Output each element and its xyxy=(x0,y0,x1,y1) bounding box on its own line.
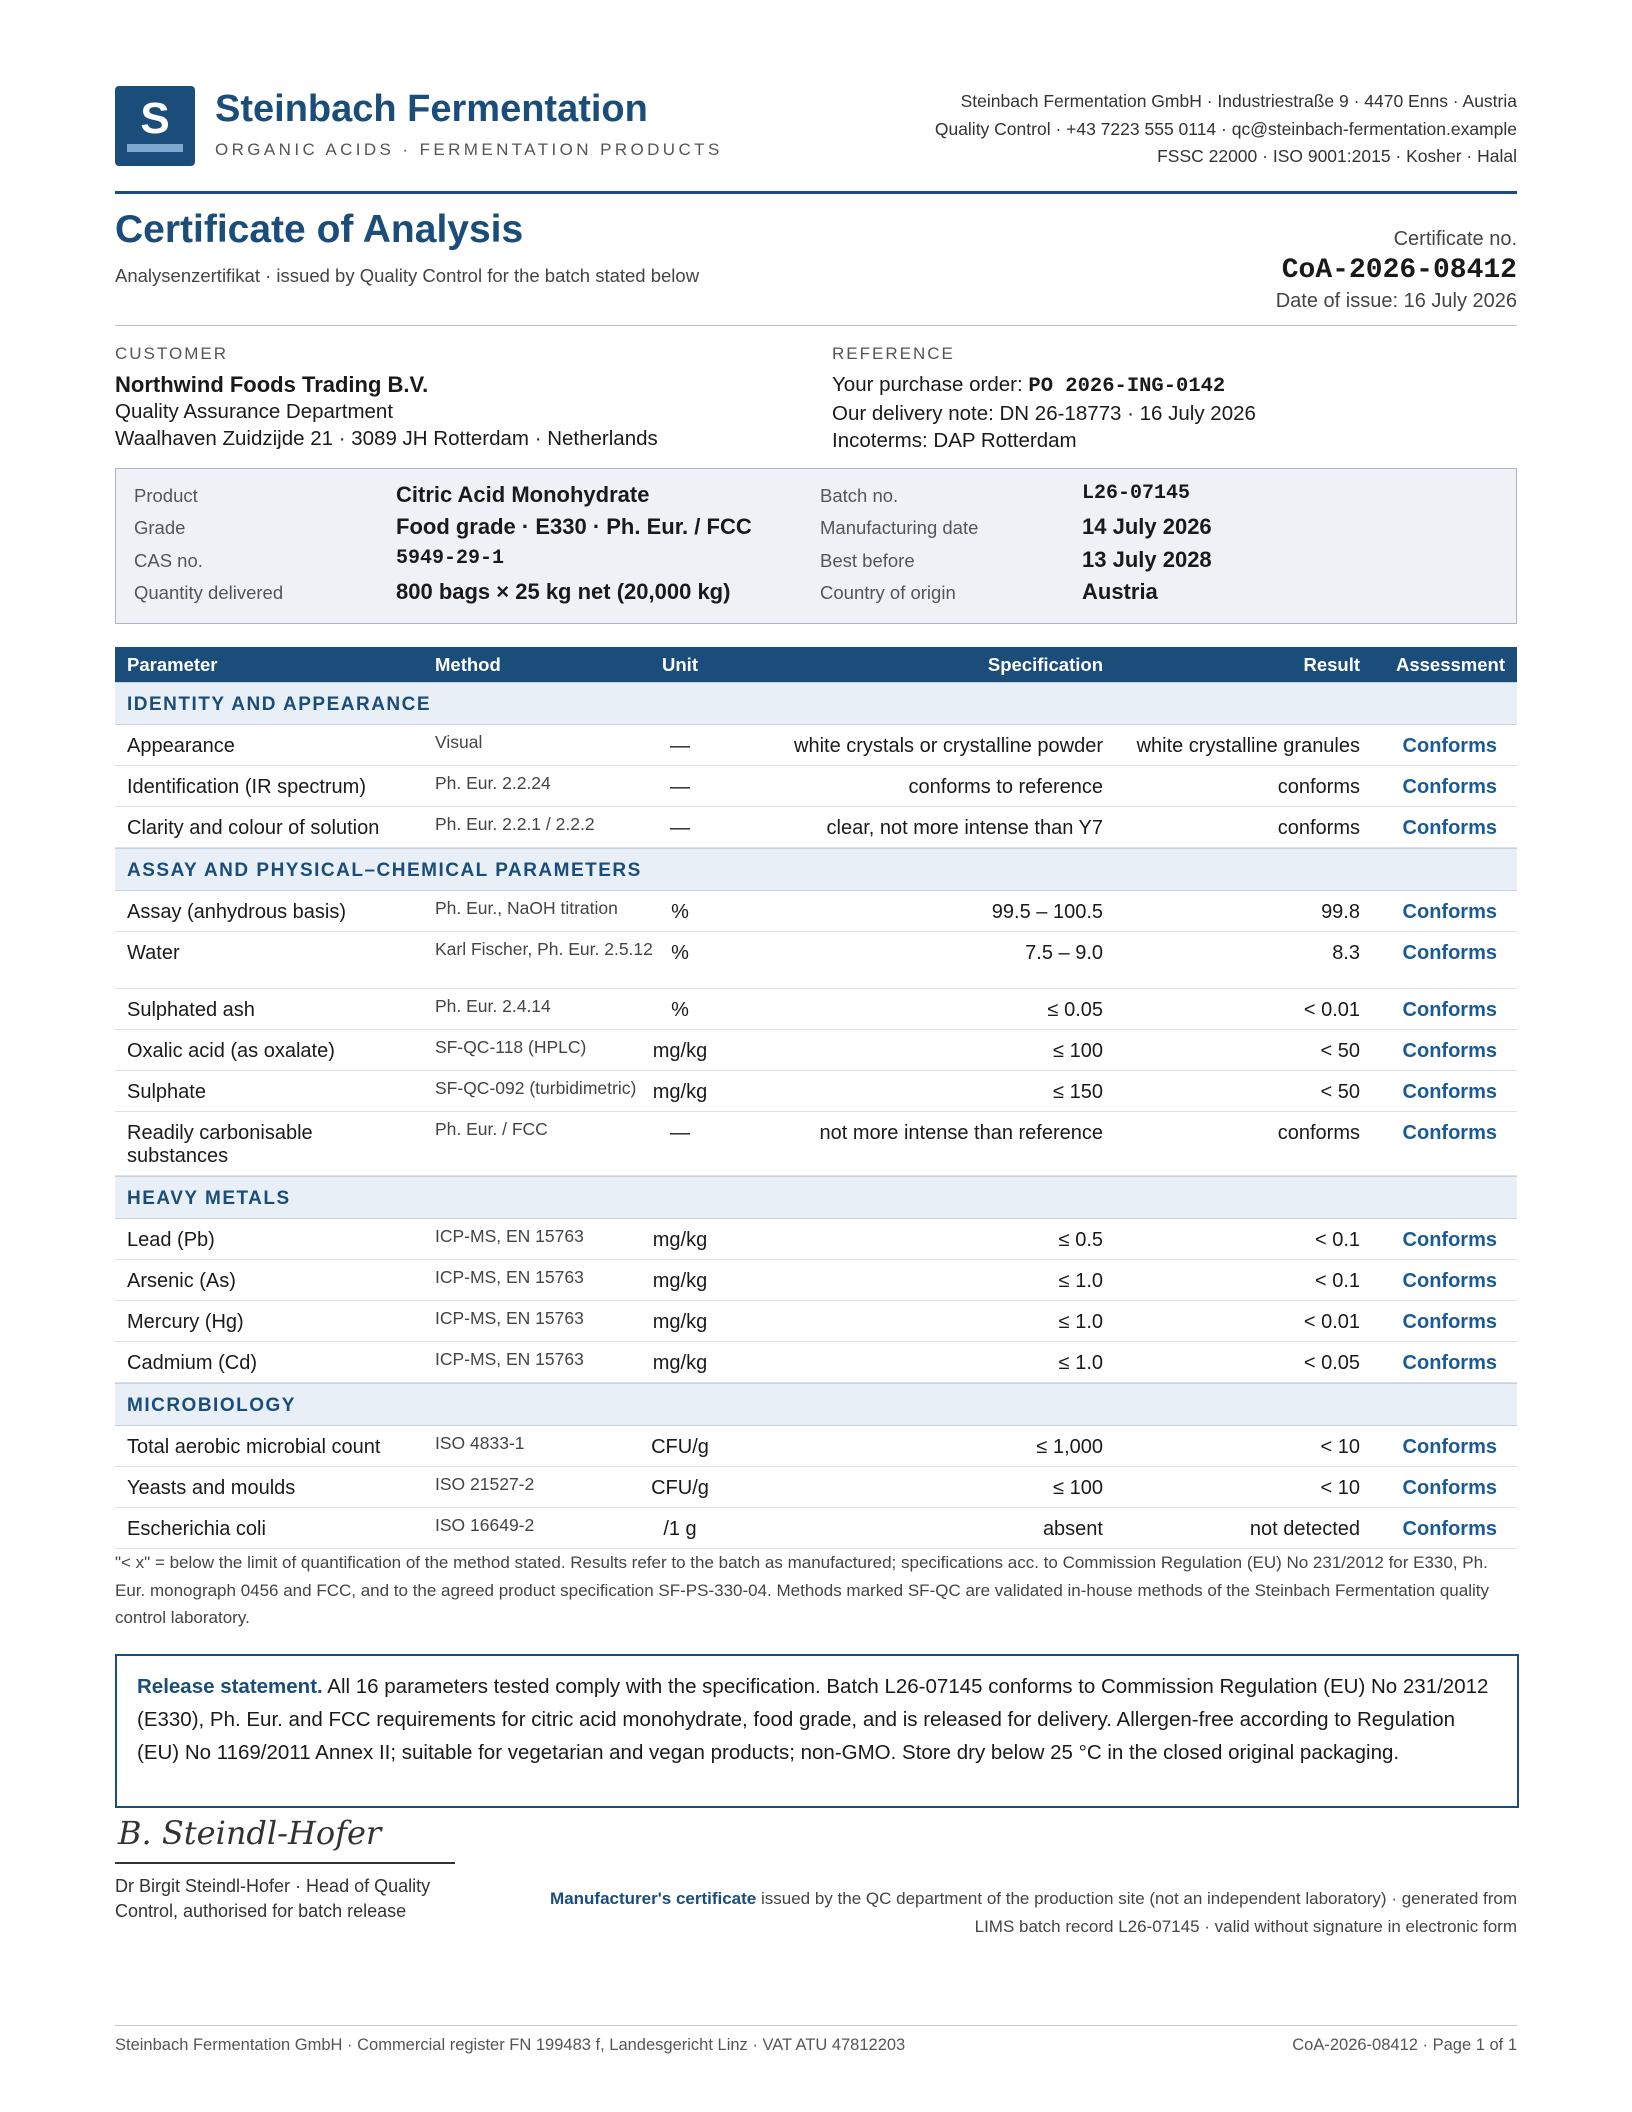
cell-assessment: Conforms xyxy=(1402,735,1497,757)
cell-parameter: Identification (IR spectrum) xyxy=(127,776,366,798)
batch-value: L26-07145 xyxy=(1082,482,1191,505)
cell-assessment: Conforms xyxy=(1402,942,1497,964)
customer-heading: CUSTOMER xyxy=(115,344,228,363)
cell-method: Ph. Eur. 2.2.1 / 2.2.2 xyxy=(435,814,595,834)
section-header xyxy=(115,1383,1517,1426)
cell-specification: 7.5 – 9.0 xyxy=(1025,942,1103,964)
cell-unit: % xyxy=(671,942,689,964)
title-divider xyxy=(115,325,1517,326)
table-row xyxy=(115,1071,1517,1112)
cell-parameter: Sulphated ash xyxy=(127,999,255,1021)
section-title: HEAVY METALS xyxy=(127,1188,291,1209)
purchase-order-label: Your purchase order: xyxy=(832,373,1029,396)
cell-result: not detected xyxy=(1249,1518,1360,1540)
cell-unit: mg/kg xyxy=(652,1229,708,1251)
manufacturer-note xyxy=(537,1885,1517,1941)
table-row xyxy=(115,1219,1517,1260)
cell-unit: CFU/g xyxy=(651,1477,709,1499)
cell-assessment: Conforms xyxy=(1402,999,1497,1021)
cell-result: 8.3 xyxy=(1332,942,1360,964)
product-name: Citric Acid Monohydrate xyxy=(396,482,650,507)
cell-specification: 99.5 – 100.5 xyxy=(991,901,1103,923)
cell-result: < 10 xyxy=(1320,1436,1360,1458)
cell-unit: — xyxy=(670,817,690,839)
footer-company-info: Steinbach Fermentation GmbH · Commercial register FN 199483 f, Landesgericht Linz · VAT ATU 47812203 xyxy=(115,2036,906,2054)
product-label: Product xyxy=(134,485,198,506)
cell-specification: conforms to reference xyxy=(908,776,1103,798)
cell-method: ISO 4833-1 xyxy=(435,1433,525,1453)
cell-method: ICP-MS, EN 15763 xyxy=(435,1349,584,1369)
cell-result: white crystalline granules xyxy=(1136,735,1360,757)
contact-line-certifications: FSSC 22000 · ISO 9001:2015 · Kosher · Halal xyxy=(1157,146,1517,166)
cell-unit: /1 g xyxy=(663,1518,697,1540)
cell-assessment: Conforms xyxy=(1402,1477,1497,1499)
origin-value: Austria xyxy=(1082,579,1158,604)
table-row xyxy=(115,891,1517,932)
cell-method: SF-QC-092 (turbidimetric) xyxy=(435,1078,637,1098)
cell-specification: ≤ 1.0 xyxy=(1058,1311,1103,1333)
cell-result: < 0.1 xyxy=(1314,1270,1360,1292)
cell-result: conforms xyxy=(1277,817,1360,839)
header-specification: Specification xyxy=(987,654,1103,675)
section-title: IDENTITY AND APPEARANCE xyxy=(127,694,432,715)
cell-specification: ≤ 1.0 xyxy=(1058,1352,1103,1374)
reference-block xyxy=(832,344,1256,454)
cell-result: conforms xyxy=(1277,776,1360,798)
section-title: MICROBIOLOGY xyxy=(127,1395,296,1416)
cell-specification: ≤ 0.05 xyxy=(1047,999,1103,1021)
logo-bar xyxy=(127,144,183,152)
table-row xyxy=(115,932,1517,989)
issue-date: Date of issue: 16 July 2026 xyxy=(1275,290,1517,312)
cell-method: Ph. Eur., NaOH titration xyxy=(435,898,618,918)
contact-line-qc: Quality Control · +43 7223 555 0114 · qc@steinbach-fermentation.example xyxy=(934,118,1517,139)
cell-specification: white crystals or crystalline powder xyxy=(794,735,1103,757)
table-row xyxy=(115,1030,1517,1071)
cell-specification: ≤ 1,000 xyxy=(1036,1436,1103,1458)
table-row xyxy=(115,1260,1517,1301)
cell-result: < 0.01 xyxy=(1303,1311,1360,1333)
cell-method: ISO 21527-2 xyxy=(435,1474,535,1494)
cell-assessment: Conforms xyxy=(1402,1518,1497,1540)
release-statement xyxy=(115,1654,1519,1808)
document-title: Certificate of Analysis xyxy=(115,208,524,251)
table-row xyxy=(115,1112,1517,1176)
cell-specification: ≤ 100 xyxy=(1053,1477,1103,1499)
cell-parameter: Oxalic acid (as oxalate) xyxy=(127,1040,335,1062)
table-row xyxy=(115,1426,1517,1467)
reference-heading: REFERENCE xyxy=(832,344,955,363)
cell-method: Karl Fischer, Ph. Eur. 2.5.12 xyxy=(435,939,653,959)
cell-method: Ph. Eur. 2.4.14 xyxy=(435,996,551,1016)
company-contact xyxy=(935,88,1517,171)
cell-assessment: Conforms xyxy=(1402,1436,1497,1458)
cell-result: < 10 xyxy=(1320,1477,1360,1499)
certificate-number: CoA-2026-08412 xyxy=(1281,255,1517,286)
cell-result: < 50 xyxy=(1320,1081,1360,1103)
cell-assessment: Conforms xyxy=(1402,1229,1497,1251)
contact-line-address: Steinbach Fermentation GmbH · Industriestraße 9 · 4470 Enns · Austria xyxy=(960,91,1517,111)
cell-specification: ≤ 1.0 xyxy=(1058,1270,1103,1292)
certificate-number-label: Certificate no. xyxy=(1393,228,1517,250)
cell-result: < 50 xyxy=(1320,1040,1360,1062)
cell-result: 99.8 xyxy=(1321,901,1360,923)
cell-parameter: Lead (Pb) xyxy=(127,1229,215,1251)
header-parameter: Parameter xyxy=(127,654,218,675)
cell-parameter: Appearance xyxy=(127,735,235,757)
section-title: ASSAY AND PHYSICAL–CHEMICAL PARAMETERS xyxy=(127,860,642,881)
header-method: Method xyxy=(435,654,501,675)
header-divider xyxy=(115,191,1517,194)
cell-specification: ≤ 100 xyxy=(1053,1040,1103,1062)
cell-assessment: Conforms xyxy=(1402,1122,1497,1144)
customer-department: Quality Assurance Department xyxy=(115,400,394,423)
certificate-number-block xyxy=(1276,228,1517,313)
results-table xyxy=(115,647,1517,1549)
cell-parameter: Escherichia coli xyxy=(127,1518,266,1540)
cell-parameter: Assay (anhydrous basis) xyxy=(127,901,346,923)
header-assessment: Assessment xyxy=(1395,654,1505,675)
cell-method: Ph. Eur. 2.2.24 xyxy=(435,773,551,793)
cell-specification: clear, not more intense than Y7 xyxy=(826,817,1103,839)
quantity-label: Quantity delivered xyxy=(134,582,284,603)
cell-specification: not more intense than reference xyxy=(819,1122,1103,1144)
table-row xyxy=(115,1467,1517,1508)
manufacturing-date: 14 July 2026 xyxy=(1082,514,1212,539)
cell-unit: mg/kg xyxy=(652,1311,708,1333)
customer-block xyxy=(115,344,658,452)
manufacturer-note-body: issued by the QC department of the production site (not an independent laboratory) · generated from LIMS batch record L26-07145 · valid without signature in electronic form xyxy=(756,1889,1517,1936)
cell-assessment: Conforms xyxy=(1402,901,1497,923)
delivery-note: Our delivery note: DN 26-18773 · 16 July 2026 xyxy=(832,402,1256,425)
release-body: All 16 parameters tested comply with the specification. Batch L26-07145 conforms to Commission Regulation (EU) No 231/2012 (E330), Ph. Eur. and FCC requirements for citric acid monohydrate, food grade, and is released for delivery. Allergen-free according to Regulation (EU) No 1169/2011 Annex II; suitable for vegetarian and vegan products; non-GMO. Store dry below 25 °C in the closed original packaging. xyxy=(137,1675,1489,1764)
cell-unit: mg/kg xyxy=(652,1040,708,1062)
cell-unit: CFU/g xyxy=(651,1436,709,1458)
cell-method: ICP-MS, EN 15763 xyxy=(435,1226,584,1246)
section-header xyxy=(115,1176,1517,1219)
best-before-label: Best before xyxy=(820,550,915,571)
table-row xyxy=(115,989,1517,1030)
table-row xyxy=(115,807,1517,848)
release-text xyxy=(137,1670,1497,1769)
table-row xyxy=(115,1301,1517,1342)
cell-unit: mg/kg xyxy=(652,1352,708,1374)
cell-method: Visual xyxy=(435,732,483,752)
footer-divider xyxy=(115,2025,1517,2026)
header-result: Result xyxy=(1303,654,1360,675)
customer-name: Northwind Foods Trading B.V. xyxy=(115,372,429,397)
manufacturer-note-lead: Manufacturer's certificate xyxy=(550,1889,757,1908)
cell-unit: % xyxy=(671,901,689,923)
customer-address: Waalhaven Zuidzijde 21 · 3089 JH Rotterdam · Netherlands xyxy=(115,427,658,450)
table-header xyxy=(115,647,1517,682)
cell-method: Ph. Eur. / FCC xyxy=(435,1119,548,1139)
cell-unit: — xyxy=(670,735,690,757)
cell-assessment: Conforms xyxy=(1402,1040,1497,1062)
grade-label: Grade xyxy=(134,517,186,538)
cell-unit: — xyxy=(670,776,690,798)
company-name: Steinbach Fermentation xyxy=(215,88,648,130)
cell-result: < 0.05 xyxy=(1303,1352,1360,1374)
table-footnote: "< x" = below the limit of quantification of the method stated. Results refer to the batch as manufactured; specifications acc. to Commission Regulation (EU) No 231/2012 for E330, Ph. Eur. monograph 0456 and FCC, and to the agreed product specification SF-PS-330-04. Methods marked SF-QC are validated in-house methods of the Steinbach Fermentation quality control laboratory. xyxy=(115,1553,1489,1627)
company-logo xyxy=(115,86,195,166)
cell-assessment: Conforms xyxy=(1402,776,1497,798)
cas-label: CAS no. xyxy=(134,550,203,571)
cell-result: conforms xyxy=(1277,1122,1360,1144)
cell-assessment: Conforms xyxy=(1402,817,1497,839)
table-row xyxy=(115,766,1517,807)
cell-assessment: Conforms xyxy=(1402,1270,1497,1292)
cell-assessment: Conforms xyxy=(1402,1081,1497,1103)
company-tagline: ORGANIC ACIDS · FERMENTATION PRODUCTS xyxy=(215,140,723,159)
section-header xyxy=(115,682,1517,725)
cell-unit: % xyxy=(671,999,689,1021)
purchase-order xyxy=(832,371,1256,400)
incoterms: Incoterms: DAP Rotterdam xyxy=(832,429,1077,452)
origin-label: Country of origin xyxy=(820,582,956,603)
signer-details: Dr Birgit Steindl-Hofer · Head of Quality Control, authorised for batch release xyxy=(115,1876,431,1921)
section-header xyxy=(115,848,1517,891)
cas-value: 5949-29-1 xyxy=(396,547,505,570)
cell-parameter: Cadmium (Cd) xyxy=(127,1352,258,1374)
grade-value: Food grade · E330 · Ph. Eur. / FCC xyxy=(396,514,752,539)
cell-specification: ≤ 150 xyxy=(1053,1081,1103,1103)
footer-page-number: CoA-2026-08412 · Page 1 of 1 xyxy=(1292,2036,1517,2054)
cell-parameter: Sulphate xyxy=(127,1081,206,1103)
cell-method: ISO 16649-2 xyxy=(435,1515,535,1535)
cell-parameter: Readily carbonisable substances xyxy=(127,1122,313,1167)
cell-parameter: Mercury (Hg) xyxy=(127,1311,244,1333)
best-before-date: 13 July 2028 xyxy=(1082,547,1212,572)
cell-parameter: Clarity and colour of solution xyxy=(127,817,380,839)
cell-parameter: Yeasts and moulds xyxy=(127,1477,296,1499)
cell-unit: — xyxy=(670,1122,690,1144)
logo-letter: S xyxy=(140,94,170,143)
release-lead: Release statement. xyxy=(137,1675,323,1698)
purchase-order-number: PO 2026-ING-0142 xyxy=(1028,375,1226,398)
cell-unit: mg/kg xyxy=(652,1270,708,1292)
product-summary-box xyxy=(115,468,1517,624)
cell-result: < 0.01 xyxy=(1303,999,1360,1021)
cell-parameter: Water xyxy=(127,942,180,964)
cell-parameter: Arsenic (As) xyxy=(127,1270,236,1292)
manufacturing-date-label: Manufacturing date xyxy=(820,517,979,538)
cell-result: < 0.1 xyxy=(1314,1229,1360,1251)
quantity-value: 800 bags × 25 kg net (20,000 kg) xyxy=(396,579,731,604)
table-row xyxy=(115,1508,1517,1549)
cell-specification: absent xyxy=(1042,1518,1103,1540)
cell-method: ICP-MS, EN 15763 xyxy=(435,1308,584,1328)
cell-parameter: Total aerobic microbial count xyxy=(127,1436,381,1458)
signature-line xyxy=(115,1862,455,1864)
batch-label: Batch no. xyxy=(820,485,899,506)
cell-specification: ≤ 0.5 xyxy=(1058,1229,1103,1251)
cell-unit: mg/kg xyxy=(652,1081,708,1103)
cell-method: ICP-MS, EN 15763 xyxy=(435,1267,584,1287)
document-subtitle: Analysenzertifikat · issued by Quality Control for the batch stated below xyxy=(115,265,700,286)
header-unit: Unit xyxy=(662,654,698,675)
table-row xyxy=(115,725,1517,766)
table-row xyxy=(115,1342,1517,1383)
handwritten-signature: B. Steindl-Hofer xyxy=(118,1814,382,1852)
cell-method: SF-QC-118 (HPLC) xyxy=(435,1037,587,1057)
cell-assessment: Conforms xyxy=(1402,1311,1497,1333)
cell-assessment: Conforms xyxy=(1402,1352,1497,1374)
